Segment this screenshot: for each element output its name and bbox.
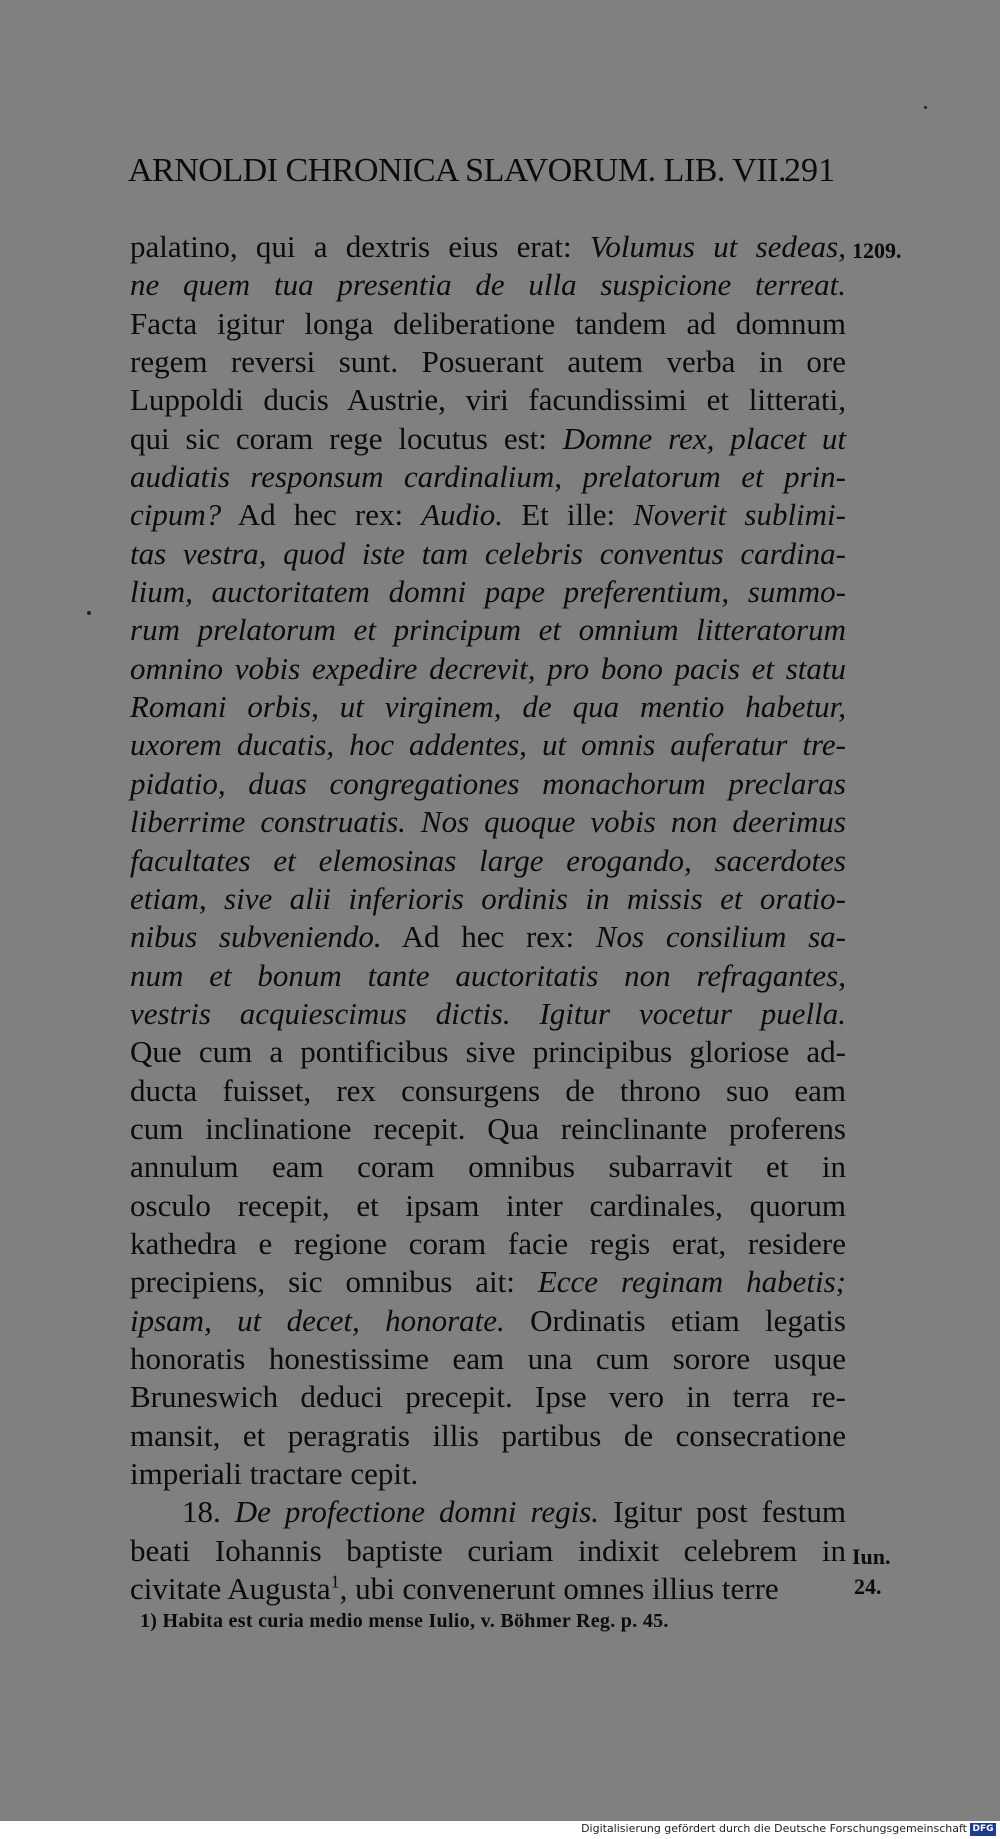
text-segment: ducta fuisset, rex consurgens de throno suo eam xyxy=(130,1072,846,1108)
text-segment: tas vestra, quod iste tam celebris conventus cardina- xyxy=(130,535,846,571)
scan-speck xyxy=(87,611,91,615)
text-segment: civitate Augusta xyxy=(130,1571,331,1607)
text-line xyxy=(130,381,846,419)
text-segment: pidatio, duas congregationes monachorum preclaras xyxy=(130,765,846,801)
text-line xyxy=(130,1570,846,1608)
text-line xyxy=(130,880,846,918)
text-segment: beati Iohannis baptiste curiam indixit celebrem in xyxy=(130,1532,846,1568)
footnote-ref: 1 xyxy=(330,1571,340,1592)
text-line xyxy=(130,803,846,841)
text-segment: nibus subveniendo. xyxy=(130,919,382,955)
text-segment: Volumus ut sedeas, xyxy=(589,229,846,264)
text-line xyxy=(130,420,846,458)
text-line xyxy=(130,1532,846,1570)
text-segment: lium, auctoritatem domni pape preferentium, summo- xyxy=(130,574,846,610)
footnote: 1) Habita est curia medio mense Iulio, v. Böhmer Reg. p. 45. xyxy=(140,1610,669,1632)
text-line xyxy=(130,650,846,688)
text-segment: Et ille: xyxy=(503,497,634,533)
text-segment: regem reversi sunt. Posuerant autem verba in ore xyxy=(130,344,846,380)
text-segment: Domne rex, placet ut xyxy=(562,420,846,456)
margin-note-day: 24. xyxy=(854,1574,882,1599)
text-segment: honoratis honestissime eam una cum sorore usque xyxy=(130,1340,846,1376)
digitization-footer xyxy=(0,1821,1000,1839)
text-segment: ne quem tua presentia de ulla suspicione terreat. xyxy=(130,267,846,303)
margin-note-month: Iun. xyxy=(852,1544,891,1569)
running-head-title: ARNOLDI CHRONICA SLAVORUM. LIB. VII. xyxy=(128,152,786,189)
text-segment: precipiens, sic omnibus ait: xyxy=(130,1264,538,1300)
text-line xyxy=(130,573,846,611)
text-line xyxy=(130,842,846,880)
text-line xyxy=(130,535,846,573)
text-segment: cum inclinatione recepit. Qua reinclinante proferens xyxy=(130,1110,846,1146)
text-segment: qui sic coram rege locutus est: xyxy=(130,420,563,456)
text-line xyxy=(130,228,846,266)
dfg-logo-icon: DFG xyxy=(970,1823,996,1836)
text-segment: annulum eam coram omnibus subarravit et in xyxy=(130,1149,846,1185)
text-line xyxy=(130,1302,846,1340)
text-segment: liberrime construatis. Nos quoque vobis non deerimus xyxy=(130,804,846,840)
text-line xyxy=(130,918,846,956)
text-segment: palatino, qui a dextris eius erat: xyxy=(130,229,590,264)
text-segment: uxorem ducatis, hoc addentes, ut omnis auferatur tre- xyxy=(130,727,846,763)
text-segment: osculo recepit, et ipsam inter cardinales, quorum xyxy=(130,1187,846,1223)
text-line xyxy=(130,1187,846,1225)
text-line xyxy=(130,1263,846,1301)
text-segment: Que cum a pontificibus sive principibus gloriose ad- xyxy=(130,1034,846,1070)
text-line xyxy=(130,1417,846,1455)
text-segment: De profectione domni regis. xyxy=(234,1494,600,1530)
margin-note-year: 1209. xyxy=(852,238,902,263)
text-line xyxy=(130,1340,846,1378)
text-line xyxy=(130,611,846,649)
text-line xyxy=(130,1493,846,1531)
text-segment: omnino vobis expedire decrevit, pro bono pacis et statu xyxy=(130,650,846,686)
text-segment: Ad hec rex: xyxy=(221,497,422,533)
text-segment: etiam, sive alii inferioris ordinis in missis et oratio- xyxy=(130,880,846,916)
text-line xyxy=(130,1378,846,1416)
text-segment: , ubi convenerunt omnes illius terre xyxy=(339,1571,779,1607)
text-segment: vestris acquiescimus dictis. Igitur vocetur puella. xyxy=(130,995,846,1031)
text-line xyxy=(130,957,846,995)
text-segment: Ad hec rex: xyxy=(381,919,596,955)
body-text xyxy=(130,228,846,1608)
text-segment: Nos consilium sa- xyxy=(595,919,846,955)
scan-speck xyxy=(924,106,927,109)
text-line xyxy=(130,1148,846,1186)
text-segment: num et bonum tante auctoritatis non refragantes, xyxy=(130,957,846,993)
text-segment: Luppoldi ducis Austrie, viri facundissimi et litterati, xyxy=(130,382,846,418)
text-segment: 18. xyxy=(182,1494,235,1530)
text-segment: Igitur post festum xyxy=(599,1494,847,1530)
text-segment: rum prelatorum et principum et omnium litteratorum xyxy=(130,612,846,648)
text-segment: kathedra e regione coram facie regis erat, residere xyxy=(130,1225,846,1261)
text-line xyxy=(130,1033,846,1071)
text-segment: Romani orbis, ut virginem, de qua mentio habetur, xyxy=(130,689,846,725)
text-segment: ipsam, ut decet, honorate. xyxy=(130,1302,505,1338)
text-line xyxy=(130,1072,846,1110)
text-segment: Audio. xyxy=(421,497,504,533)
text-segment: cipum? xyxy=(130,497,222,533)
text-line xyxy=(130,305,846,343)
text-segment: audiatis responsum cardinalium, prelatorum et prin- xyxy=(130,459,846,495)
text-line xyxy=(130,688,846,726)
page-number: 291 xyxy=(784,152,835,189)
text-line xyxy=(130,765,846,803)
footer-credit: Digitalisierung gefördert durch die Deutsche Forschungsgemeinschaft xyxy=(581,1822,967,1835)
text-line xyxy=(130,726,846,764)
text-segment: Noverit sublimi- xyxy=(633,497,846,533)
text-line xyxy=(130,995,846,1033)
text-line xyxy=(130,458,846,496)
text-line xyxy=(130,266,846,304)
text-segment: facultates et elemosinas large erogando, sacerdotes xyxy=(130,842,846,878)
text-line xyxy=(130,1225,846,1263)
text-segment: Facta igitur longa deliberatione tandem ad domnum xyxy=(130,305,846,341)
text-segment: Bruneswich deduci precepit. Ipse vero in terra re- xyxy=(130,1379,846,1415)
text-line xyxy=(130,343,846,381)
text-line xyxy=(130,496,846,534)
text-segment: mansit, et peragratis illis partibus de consecratione xyxy=(130,1417,846,1453)
text-line xyxy=(130,1455,846,1493)
text-line xyxy=(130,1110,846,1148)
text-segment: Ordinatis etiam legatis xyxy=(504,1302,846,1338)
text-segment: imperiali tractare cepit. xyxy=(130,1456,419,1491)
text-segment: Ecce reginam habetis; xyxy=(537,1264,846,1300)
